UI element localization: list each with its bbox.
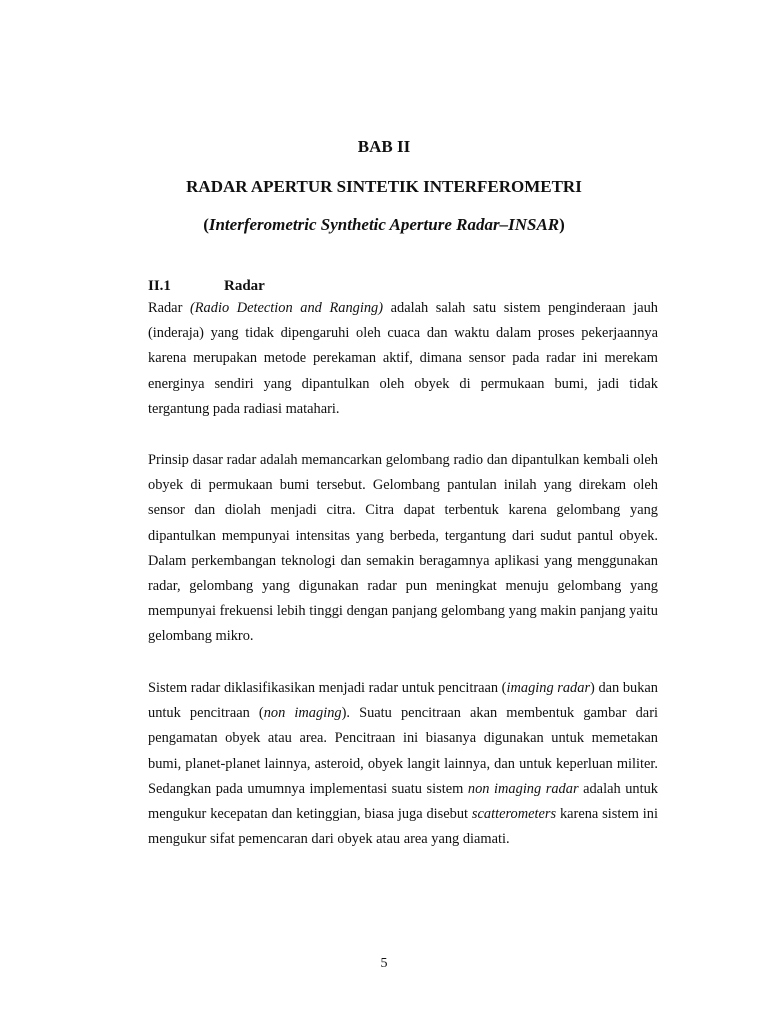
text-run: Sistem radar diklasifikasikan menjadi radar untuk pencitraan ( — [148, 680, 507, 696]
text-run: karena sistem ini mengukur sifat pemencaran dari obyek atau area yang diamati. — [148, 806, 658, 848]
section-title: Radar — [224, 278, 265, 294]
section-heading — [148, 278, 265, 295]
subtitle-text: Interferometric Synthetic Aperture Radar–INSAR — [208, 215, 560, 234]
chapter-number: BAB II — [357, 137, 411, 156]
subtitle-open-paren: ( — [203, 215, 209, 234]
paragraph — [148, 448, 658, 650]
italic-term: scatterometers — [471, 806, 557, 823]
subtitle-close-paren: ) — [559, 215, 565, 234]
section-number: II.1 — [148, 278, 171, 294]
italic-term: non imaging radar — [467, 780, 579, 797]
paragraph — [148, 296, 658, 422]
text-run: adalah untuk mengukur kecepatan dan ketinggian, biasa juga disebut — [148, 780, 658, 823]
text-run: Radar — [148, 300, 190, 316]
text-run: adalah salah satu sistem penginderaan jauh (inderaja) yang tidak dipengaruhi oleh cuaca dan waktu dalam proses pekerjaannya karena merupakan metode perekaman aktif, dimana sensor pada radar ini merekam energinya sendiri yang dipantulkan oleh obyek di permukaan bumi, jadi tidak tergantung pada radiasi matahari. — [148, 300, 659, 417]
text-run: ). Suatu pencitraan akan membentuk gambar dari pengamatan obyek atau area. Pencitraan ini biasanya digunakan untuk memetakan bumi, planet-planet lainnya, asteroid, obyek langit lainnya, dan untuk keperluan militer. Sedangkan pada umumnya implementasi suatu sistem — [148, 705, 658, 797]
italic-term: imaging radar — [506, 680, 591, 696]
chapter-subtitle — [0, 215, 768, 235]
italic-term: (Radio Detection and Ranging) — [189, 300, 384, 316]
italic-term: non imaging — [263, 705, 342, 722]
paragraph — [148, 676, 658, 852]
page-number: 5 — [380, 956, 388, 971]
text-run: Prinsip dasar radar adalah memancarkan gelombang radio dan dipantulkan kembali oleh obyek di permukaan bumi tersebut. Gelombang pantulan inilah yang direkam oleh sensor dan diolah menjadi citra. Citra dapat terbentuk karena gelombang yang dipantulkan mempunyai intensitas yang berbeda, tergantung dari sudut pantul obyek. Dalam perkembangan teknologi dan semakin beragamnya aplikasi yang menggunakan radar, gelombang yang digunakan radar pun meningkat menuju gelombang yang mempunyai frekuensi lebih tinggi dengan panjang gelombang yang makin panjang yaitu gelombang mikro. — [148, 452, 658, 645]
text-run: ) dan bukan untuk pencitraan ( — [148, 680, 658, 722]
chapter-title: RADAR APERTUR SINTETIK INTERFEROMETRI — [186, 177, 582, 196]
